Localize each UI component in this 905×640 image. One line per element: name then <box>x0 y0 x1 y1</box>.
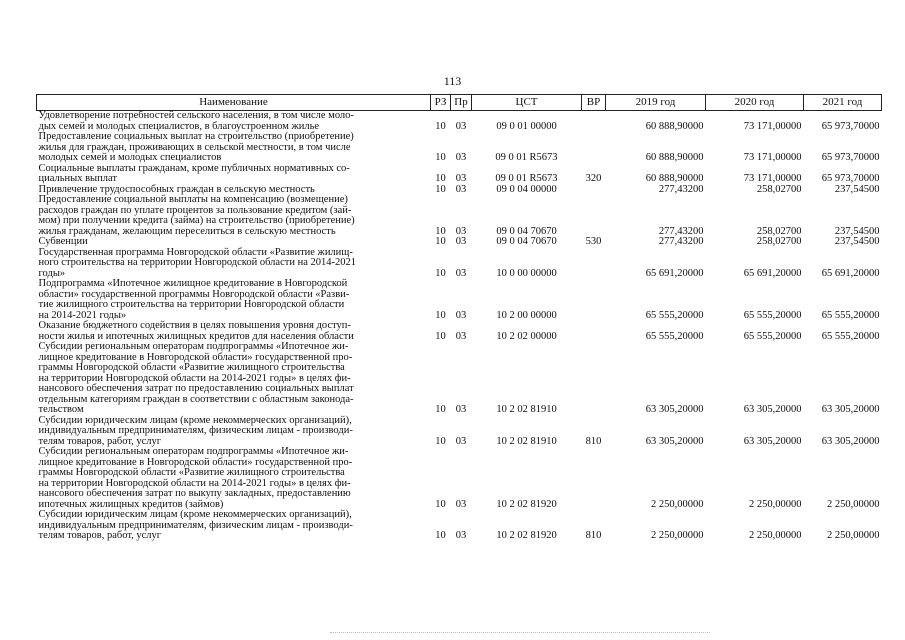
table-body <box>37 111 882 542</box>
cell-y2021: 65 973,70000 <box>821 120 880 132</box>
cell-name: Социальные выплаты гражданам, кроме публичных нормативных со- циальных выплат <box>38 162 350 184</box>
cell-y2019: 2 250,00000 <box>651 530 704 541</box>
cell-vr <box>582 342 606 416</box>
cell-y2021: 2 250,00000 <box>827 530 880 541</box>
cell-rz: 10 <box>435 173 446 184</box>
cell-pr: 03 <box>455 435 467 447</box>
cell-rz: 10 <box>435 183 446 195</box>
cell-name: Привлечение трудоспособных граждан в сельскую местность <box>38 183 315 195</box>
table-row <box>37 342 882 416</box>
cell-rz: 10 <box>435 404 446 415</box>
cell-pr: 03 <box>455 120 467 132</box>
cell-vr: 810 <box>585 435 602 447</box>
cell-name: Предоставление социальной выплаты на компенсацию (возмещение) расходов граждан по уплате процентов за пользование кредитом (зай- мом) при получении кредита (займа) на строительство (приобретение) жилья гражданам, желающим переселиться в сельскую местность <box>38 194 355 237</box>
cell-vr <box>582 321 606 342</box>
cell-y2021: 63 305,20000 <box>821 404 880 415</box>
cell-y2019: 63 305,20000 <box>645 435 704 447</box>
cell-pr: 03 <box>455 183 467 195</box>
cell-cst: 09 0 04 70670 <box>496 236 557 247</box>
header-2019: 2019 год <box>606 95 706 111</box>
header-2021: 2021 год <box>804 95 882 111</box>
table-row <box>37 447 882 510</box>
cell-y2021: 63 305,20000 <box>821 435 880 447</box>
cell-y2020: 65 691,20000 <box>743 267 802 279</box>
cell-cst: 09 0 01 R5673 <box>495 173 558 184</box>
page-number: 113 <box>443 74 462 88</box>
table-header-row <box>37 95 882 111</box>
cell-y2021: 237,54500 <box>834 225 880 237</box>
cell-pr: 03 <box>455 225 467 237</box>
cell-cst: 10 2 02 81920 <box>496 498 557 510</box>
cell-y2020: 2 250,00000 <box>749 530 802 541</box>
cell-y2019: 60 888,90000 <box>645 173 704 184</box>
cell-y2021: 237,54500 <box>834 236 880 247</box>
cell-rz: 10 <box>435 267 446 279</box>
cell-vr <box>582 447 606 510</box>
cell-y2019: 63 305,20000 <box>645 404 704 415</box>
header-cst: ЦСТ <box>472 95 582 111</box>
cell-y2020: 73 171,00000 <box>743 152 802 163</box>
table-row <box>37 510 882 542</box>
cell-vr: 810 <box>585 530 602 541</box>
cell-name: Субсидии региональным операторам подпрограммы «Ипотечное жи- лищное кредитование в Новгородской области» государственной про- граммы Новгородской области «Развитие жилищного строительства на территории Новгородской области на 2014-2021 годы» в целях фи- нансового обеспечения затрат по выкупу закладных, предоставлению ипотечных жилищных кредитов (займов) <box>38 446 353 510</box>
cell-y2019: 60 888,90000 <box>645 120 704 132</box>
cell-y2019: 277,43200 <box>658 183 704 195</box>
cell-y2021: 65 973,70000 <box>821 152 880 163</box>
cell-y2021: 65 973,70000 <box>821 173 880 184</box>
cell-y2019: 65 555,20000 <box>645 330 704 342</box>
cell-name: Удовлетворение потребностей сельского населения, в том числе моло- дых семей и молодых специалистов, в благоустроенном жилье <box>38 110 354 132</box>
cell-pr: 03 <box>455 330 467 342</box>
cell-cst: 10 0 00 00000 <box>496 267 557 279</box>
table-row <box>37 164 882 185</box>
cell-cst: 09 0 04 70670 <box>496 225 557 237</box>
cell-y2019: 65 691,20000 <box>645 267 704 279</box>
cell-y2019: 277,43200 <box>658 225 704 237</box>
cell-cst: 09 0 01 00000 <box>496 120 557 132</box>
table-row <box>37 321 882 342</box>
cell-y2020: 258,02700 <box>756 183 802 195</box>
cell-y2021: 65 555,20000 <box>821 330 880 342</box>
cell-vr <box>582 185 606 196</box>
cell-cst: 10 2 02 81910 <box>496 435 557 447</box>
cell-y2020: 65 555,20000 <box>743 330 802 342</box>
cell-vr: 530 <box>585 236 602 247</box>
cell-name: Предоставление социальных выплат на строительство (приобретение) жилья для граждан, проживающих в сельской местности, в том числе молодых семей и молодых специалистов <box>38 131 354 163</box>
table-row <box>37 279 882 321</box>
table-row <box>37 195 882 237</box>
cell-cst: 09 0 01 R5673 <box>495 152 558 163</box>
cell-rz: 10 <box>435 152 446 163</box>
cell-y2020: 63 305,20000 <box>743 404 802 415</box>
page-footer-mark <box>330 632 710 634</box>
cell-rz: 10 <box>435 120 446 132</box>
cell-y2020: 258,02700 <box>756 225 802 237</box>
cell-y2020: 2 250,00000 <box>749 498 802 510</box>
cell-pr: 03 <box>455 267 467 279</box>
table-row <box>37 132 882 164</box>
cell-cst: 10 2 02 81920 <box>496 530 557 541</box>
cell-y2020: 63 305,20000 <box>743 435 802 447</box>
cell-pr: 03 <box>455 498 467 510</box>
cell-vr <box>582 248 606 280</box>
header-name: Наименование <box>37 95 431 111</box>
cell-pr: 03 <box>455 309 467 321</box>
cell-y2020: 65 555,20000 <box>743 309 802 321</box>
cell-name: Государственная программа Новгородской области «Развитие жилищ- ного строительства на территории Новгородской области на 2014-2021 годы» <box>38 246 356 279</box>
cell-y2020: 258,02700 <box>756 236 802 247</box>
cell-pr: 03 <box>455 404 467 415</box>
table-row <box>37 416 882 448</box>
cell-rz: 10 <box>435 330 446 342</box>
table-row <box>37 111 882 133</box>
cell-vr <box>582 132 606 164</box>
cell-vr: 320 <box>585 173 602 184</box>
cell-name: Подпрограмма «Ипотечное жилищное кредитование в Новгородской области» государственной программы Новгородской области «Разви- тие жилищного строительства на территории Новгородской области на 2014-2021 годы» <box>38 278 350 321</box>
cell-y2019: 277,43200 <box>658 236 704 247</box>
cell-name: Субсидии юридическим лицам (кроме некоммерческих организаций), индивидуальным предпринимателям, физическим лицам - производи- телям товаров, работ, услуг <box>38 509 353 541</box>
header-rz: РЗ <box>431 95 451 111</box>
cell-rz: 10 <box>435 309 446 321</box>
cell-y2021: 65 555,20000 <box>821 309 880 321</box>
cell-y2021: 65 691,20000 <box>821 267 880 279</box>
cell-y2020: 73 171,00000 <box>743 173 802 184</box>
cell-name: Оказание бюджетного содействия в целях повышения уровня доступ- ности жилья и ипотечных жилищных кредитов для населения области <box>38 320 354 342</box>
cell-cst: 10 2 02 00000 <box>496 330 557 342</box>
cell-cst: 10 2 02 81910 <box>496 404 557 415</box>
budget-table <box>36 94 882 542</box>
header-pr: Пр <box>451 95 472 111</box>
cell-pr: 03 <box>455 530 467 541</box>
cell-y2019: 65 555,20000 <box>645 309 704 321</box>
cell-pr: 03 <box>455 236 467 247</box>
cell-pr: 03 <box>455 173 467 184</box>
cell-name: Субвенции <box>38 236 88 247</box>
cell-rz: 10 <box>435 530 446 541</box>
cell-y2020: 73 171,00000 <box>743 120 802 132</box>
cell-rz: 10 <box>435 225 446 237</box>
cell-vr <box>582 111 606 133</box>
cell-cst: 09 0 04 00000 <box>496 183 557 195</box>
header-2020: 2020 год <box>706 95 804 111</box>
cell-pr: 03 <box>455 152 467 163</box>
table-row <box>37 237 882 248</box>
cell-vr <box>582 279 606 321</box>
cell-y2021: 237,54500 <box>834 183 880 195</box>
cell-y2021: 2 250,00000 <box>827 498 880 510</box>
cell-rz: 10 <box>435 435 446 447</box>
cell-y2019: 2 250,00000 <box>651 498 704 510</box>
cell-name: Субсидии юридическим лицам (кроме некоммерческих организаций), индивидуальным предпринимателям, физическим лицам - производи- телям товаров, работ, услуг <box>38 414 353 447</box>
cell-rz: 10 <box>435 236 446 247</box>
cell-name: Субсидии региональным операторам подпрограммы «Ипотечное жи- лищное кредитование в Новгородской области» государственной про- граммы Новгородской области «Развитие жилищного строительства на территории Новгородской области на 2014-2021 годы» в целях фи- нансового обеспечения затрат по предоставлению социальных выплат отдельным категориям граждан в соответствии с областным законода- тельством <box>38 341 354 415</box>
cell-rz: 10 <box>435 498 446 510</box>
header-vr: ВР <box>582 95 606 111</box>
cell-cst: 10 2 00 00000 <box>496 309 557 321</box>
cell-vr <box>582 195 606 237</box>
cell-y2019: 60 888,90000 <box>645 152 704 163</box>
table-row <box>37 248 882 280</box>
